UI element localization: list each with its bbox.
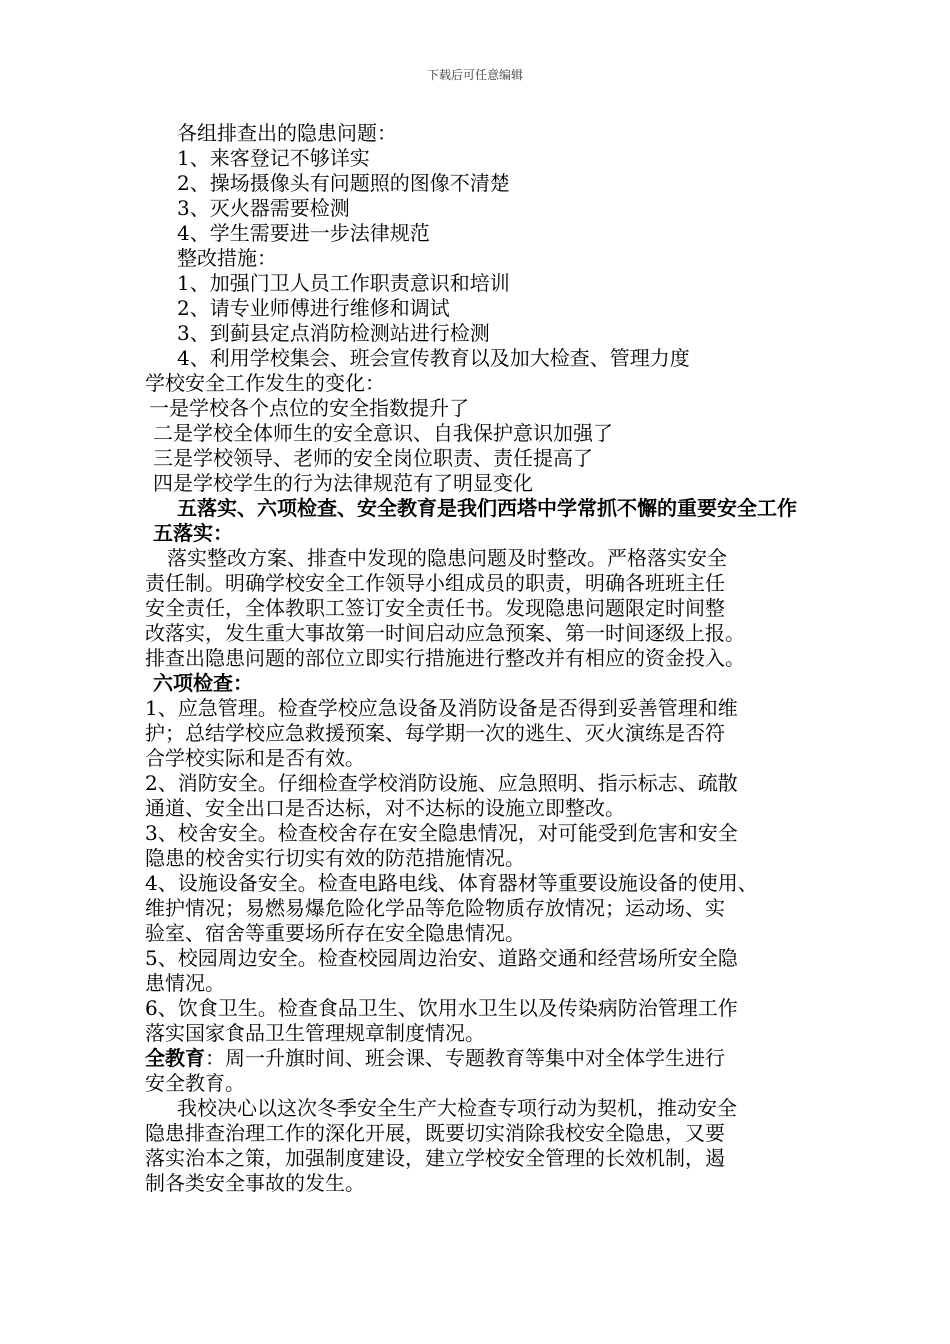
six-line: 落实国家食品卫生管理规章制度情况。 bbox=[145, 1021, 485, 1045]
six-line: 4、设施设备安全。检查电路电线、体育器材等重要设施设备的使用、 bbox=[145, 871, 758, 895]
measure-item: 3、到蓟县定点消防检测站进行检测 bbox=[177, 321, 490, 345]
measure-item: 1、加强门卫人员工作职责意识和培训 bbox=[177, 271, 510, 295]
six-line: 5、校园周边安全。检查校园周边治安、道路交通和经营场所安全隐 bbox=[145, 946, 738, 970]
five-line: 安全责任，全体教职工签订安全责任书。发现隐患问题限定时间整 bbox=[145, 596, 725, 620]
closing-line: 隐患排查治理工作的深化开展，既要切实消除我校安全隐患，又要 bbox=[145, 1121, 725, 1145]
education-line: 安全教育。 bbox=[145, 1071, 245, 1095]
change-item: 二是学校全体师生的安全意识、自我保护意识加强了 bbox=[153, 421, 613, 445]
six-line: 通道、安全出口是否达标，对不达标的设施立即整改。 bbox=[145, 796, 625, 820]
page-header-note: 下载后可任意编辑 bbox=[426, 68, 523, 82]
hazards-title: 各组排查出的隐患问题： bbox=[177, 121, 397, 145]
hazard-item: 1、来客登记不够详实 bbox=[177, 146, 370, 170]
change-item: 三是学校领导、老师的安全岗位职责、责任提高了 bbox=[153, 446, 593, 470]
six-title: 六项检查： bbox=[153, 671, 253, 695]
five-line: 改落实，发生重大事故第一时间启动应急预案、第一时间逐级上报。 bbox=[145, 621, 745, 645]
section-heading-text: 五落实、六项检查、安全教育是我们西塔中学常抓不懈的重要安全工作 bbox=[177, 496, 797, 520]
changes-title: 学校安全工作发生的变化： bbox=[145, 371, 385, 395]
five-line: 落实整改方案、排查中发现的隐患问题及时整改。严格落实安全 bbox=[167, 546, 727, 570]
change-item: 四是学校学生的行为法律规范有了明显变化 bbox=[153, 471, 533, 495]
education-text: ：周一升旗时间、班会课、专题教育等集中对全体学生进行 bbox=[205, 1046, 725, 1070]
measures-title: 整改措施： bbox=[177, 246, 277, 270]
closing-line: 落实治本之策，加强制度建设，建立学校安全管理的长效机制，遏 bbox=[145, 1146, 725, 1170]
six-line: 3、校舍安全。检查校舍存在安全隐患情况，对可能受到危害和安全 bbox=[145, 821, 738, 845]
document-body bbox=[145, 121, 815, 1196]
six-line: 维护情况；易燃易爆危险化学品等危险物质存放情况；运动场、实 bbox=[145, 896, 725, 920]
measure-item: 2、请专业师傅进行维修和调试 bbox=[177, 296, 450, 320]
five-line: 责任制。明确学校安全工作领导小组成员的职责，明确各班班主任 bbox=[145, 571, 725, 595]
education-line bbox=[145, 1046, 815, 1071]
change-item: 一是学校各个点位的安全指数提升了 bbox=[149, 396, 469, 420]
six-line: 验室、宿舍等重要场所存在安全隐患情况。 bbox=[145, 921, 525, 945]
hazard-item: 4、学生需要进一步法律规范 bbox=[177, 221, 430, 245]
hazard-item: 3、灭火器需要检测 bbox=[177, 196, 350, 220]
section-heading bbox=[145, 496, 815, 521]
six-line: 2、消防安全。仔细检查学校消防设施、应急照明、指示标志、疏散 bbox=[145, 771, 738, 795]
six-line: 隐患的校舍实行切实有效的防范措施情况。 bbox=[145, 846, 525, 870]
six-line: 1、应急管理。检查学校应急设备及消防设备是否得到妥善管理和维 bbox=[145, 696, 738, 720]
five-title: 五落实： bbox=[153, 521, 233, 545]
hazard-item: 2、操场摄像头有问题照的图像不清楚 bbox=[177, 171, 510, 195]
six-line: 患情况。 bbox=[145, 971, 225, 995]
education-label: 全教育 bbox=[145, 1046, 205, 1070]
closing-line: 我校决心以这次冬季安全生产大检查专项行动为契机，推动安全 bbox=[177, 1096, 737, 1120]
five-line: 排查出隐患问题的部位立即实行措施进行整改并有相应的资金投入。 bbox=[145, 646, 745, 670]
six-line: 6、饮食卫生。检查食品卫生、饮用水卫生以及传染病防治管理工作 bbox=[145, 996, 738, 1020]
measure-item: 4、利用学校集会、班会宣传教育以及加大检查、管理力度 bbox=[177, 346, 690, 370]
closing-line: 制各类安全事故的发生。 bbox=[145, 1171, 365, 1195]
six-line: 合学校实际和是否有效。 bbox=[145, 746, 365, 770]
six-line: 护；总结学校应急救援预案、每学期一次的逃生、灭火演练是否符 bbox=[145, 721, 725, 745]
